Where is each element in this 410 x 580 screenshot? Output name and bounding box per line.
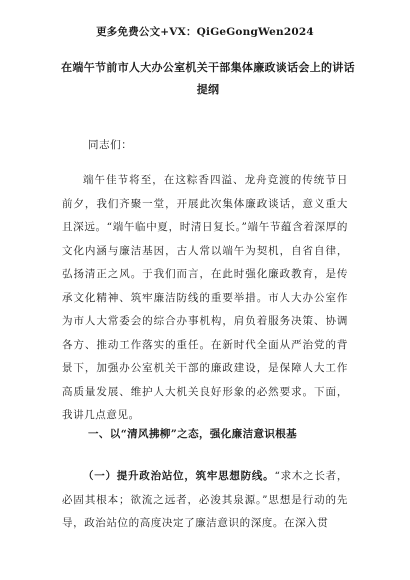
section-1-paragraph [62,465,348,536]
intro-paragraph: 端午佳节将至，在这粽香四溢、龙舟竞渡的传统节日前夕，我们齐聚一堂，开展此次集体廉政谈话，意义重大且深远。“端午临中夏，时清日复长。”端午节蕴含着深厚的文化内涵与廉洁基因，古人常以端午为契机，自省自律，弘扬清正之风。于我们而言，在此时强化廉政教育，是传承文化精神、筑牢廉洁防线的重要举措。市人大办公室作为市人大常委会的综合办事机构，肩负着服务决策、协调各方、推动工作落实的重任。在新时代全面从严治党的背景下，加强办公室机关干部的廉政建设，是保障人大工作高质量发展、维护人大机关良好形象的必然要求。下面，我讲几点意见。 [62,174,348,421]
salutation: 同志们： [88,139,133,151]
subsection-text-1: “求木之长者，必固其根本；欲流之远者，必浚其泉源。”思想是行动的先导，政治站位的高度决定了廉洁意识的深度。在深入贯 [62,470,348,529]
section-heading-1: 一、以“清风拂柳”之态，强化廉洁意识根基 [88,428,298,440]
subsection-heading-1: （一）提升政治站位，筑牢思想防线。 [83,470,275,482]
document-title: 在端午节前市人大办公室机关干部集体廉政谈话会上的讲话提纲 [61,61,355,96]
promo-header: 更多免费公文+VX：QiGeGongWen2024 [96,26,314,38]
